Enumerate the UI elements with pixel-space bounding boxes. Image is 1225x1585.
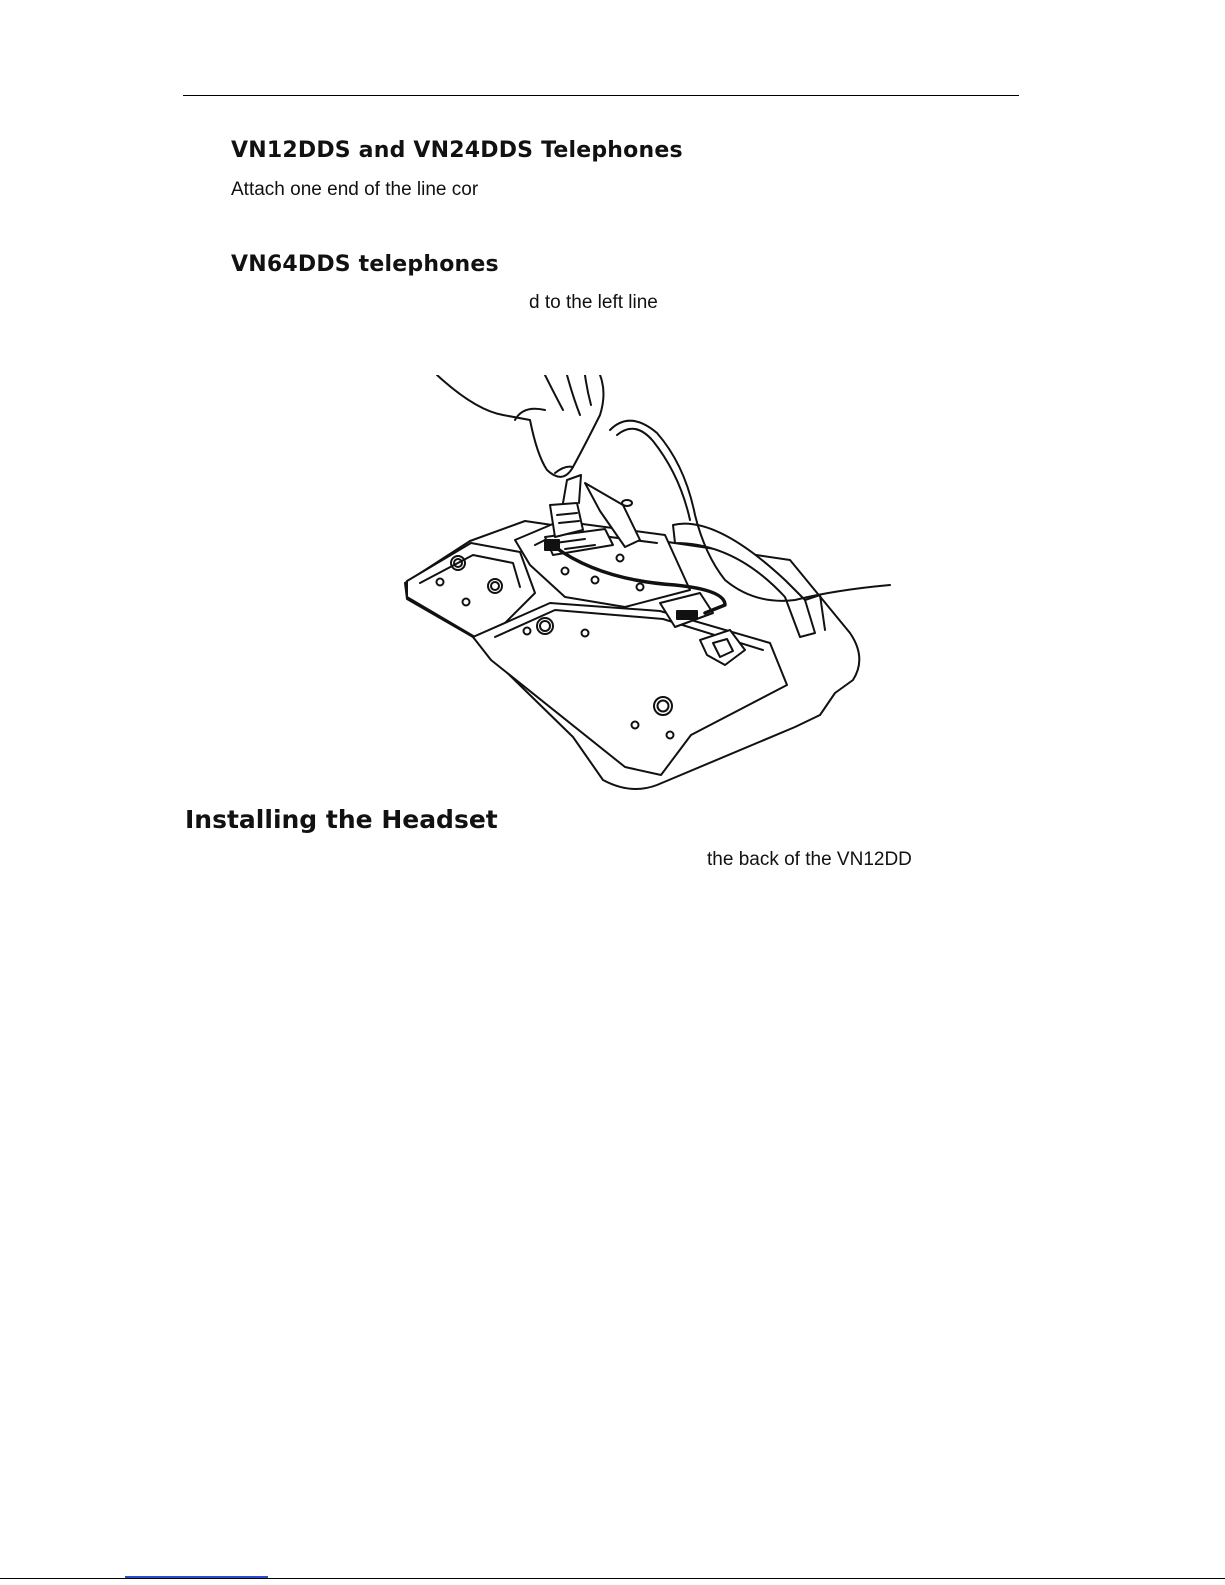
vn12-heading: VN12DDS and VN24DDS Telephones	[231, 138, 683, 163]
bottom-rule	[0, 1578, 1225, 1579]
vn64-heading: VN64DDS telephones	[231, 252, 499, 277]
installing-headset-heading: Installing the Headset	[185, 805, 498, 834]
telephone-underside-illustration	[395, 375, 900, 795]
vn64-instruction: d to the left line	[529, 292, 658, 313]
page-link-underline[interactable]	[125, 1576, 268, 1578]
top-rule	[183, 95, 1019, 96]
headset-instruction: the back of the VN12DD	[707, 849, 912, 870]
vn12-instruction: Attach one end of the line cor	[231, 179, 479, 200]
